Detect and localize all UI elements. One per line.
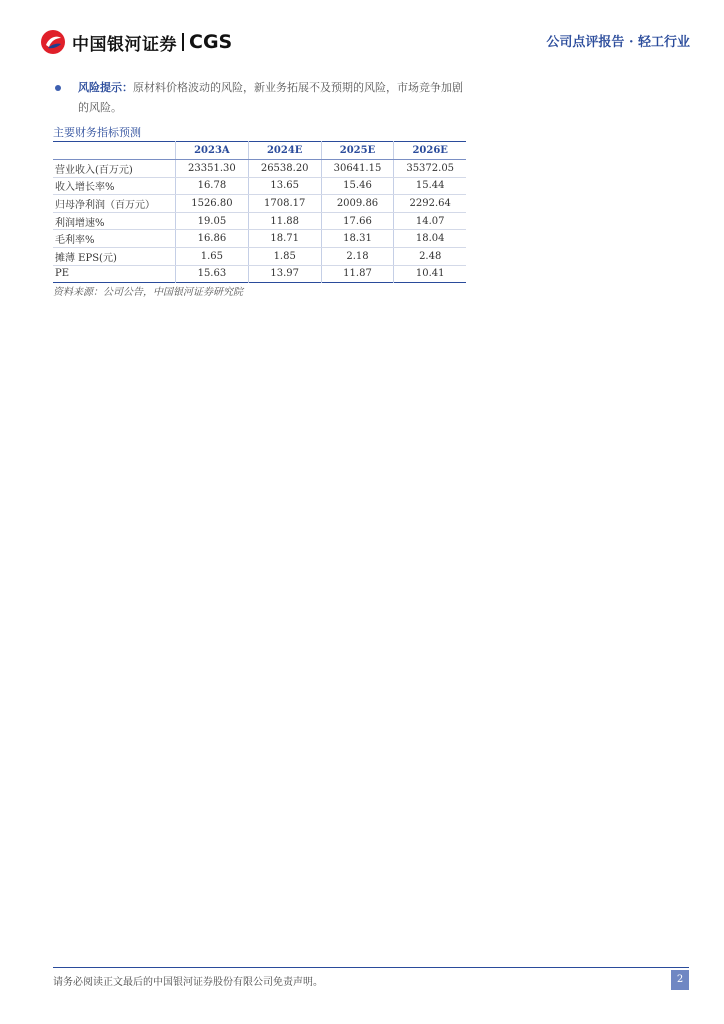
risk-text: 原材料价格波动的风险，新业务拓展不及预期的风险，市场竞争加剧的风险。: [78, 81, 463, 114]
table-row: [53, 160, 466, 178]
table-cell: 16.78: [176, 177, 249, 195]
table-cell: 1526.80: [176, 195, 249, 213]
table-cell: 16.86: [176, 230, 249, 248]
risk-warning: [55, 78, 465, 118]
row-label: 营业收入(百万元): [53, 160, 176, 178]
financial-forecast-table: [53, 141, 466, 283]
footer-divider: [53, 967, 689, 968]
table-row: [53, 265, 466, 283]
table-cell: 1.85: [248, 247, 321, 265]
table-cell: 30641.15: [321, 160, 394, 178]
header-cell: 2026E: [394, 142, 466, 160]
table-cell: 1708.17: [248, 195, 321, 213]
bullet-icon: [55, 85, 61, 91]
page-header: [0, 0, 724, 60]
table-row: [53, 212, 466, 230]
risk-label: 风险提示：: [78, 81, 133, 94]
table-cell: 10.41: [394, 265, 466, 283]
table-cell: 18.71: [248, 230, 321, 248]
table-cell: 14.07: [394, 212, 466, 230]
company-logo: [40, 27, 232, 57]
risk-paragraph: [78, 78, 465, 118]
table-cell: 15.44: [394, 177, 466, 195]
row-label: 收入增长率%: [53, 177, 176, 195]
table-cell: 18.31: [321, 230, 394, 248]
logo-chinese-name: 中国银河证券: [72, 34, 177, 55]
table-header-row: [53, 142, 466, 160]
table-cell: 2292.64: [394, 195, 466, 213]
table-row: [53, 177, 466, 195]
table-cell: 19.05: [176, 212, 249, 230]
table-cell: 23351.30: [176, 160, 249, 178]
source-note: 资料来源：公司公告，中国银河证券研究院: [53, 287, 243, 298]
table-cell: 26538.20: [248, 160, 321, 178]
table-row: [53, 230, 466, 248]
table-cell: 15.46: [321, 177, 394, 195]
report-type-label: 公司点评报告 · 轻工行业: [546, 35, 690, 50]
footer-disclaimer: 请务必阅读正文最后的中国银河证券股份有限公司免责声明。: [53, 977, 323, 988]
header-cell: [53, 142, 176, 160]
logo-divider: [182, 33, 184, 51]
table-cell: 11.87: [321, 265, 394, 283]
page-number-badge: 2: [671, 970, 689, 990]
header-cell: 2024E: [248, 142, 321, 160]
table-cell: 2.48: [394, 247, 466, 265]
table-cell: 1.65: [176, 247, 249, 265]
table-cell: 15.63: [176, 265, 249, 283]
table-cell: 2009.86: [321, 195, 394, 213]
logo-english-name: CGS: [189, 31, 233, 53]
table-cell: 17.66: [321, 212, 394, 230]
header-cell: 2025E: [321, 142, 394, 160]
table-cell: 18.04: [394, 230, 466, 248]
table-row: [53, 247, 466, 265]
table-cell: 11.88: [248, 212, 321, 230]
table-row: [53, 195, 466, 213]
row-label: 毛利率%: [53, 230, 176, 248]
table-cell: 13.65: [248, 177, 321, 195]
table-cell: 35372.05: [394, 160, 466, 178]
galaxy-logo-icon: [40, 29, 66, 55]
row-label: PE: [55, 268, 70, 280]
table-title: 主要财务指标预测: [53, 126, 141, 139]
table-cell: 2.18: [321, 247, 394, 265]
row-label: 归母净利润（百万元）: [53, 195, 176, 213]
table-cell: 13.97: [248, 265, 321, 283]
row-label: 摊薄 EPS(元): [53, 247, 176, 265]
row-label: 利润增速%: [53, 212, 176, 230]
header-cell: 2023A: [176, 142, 249, 160]
